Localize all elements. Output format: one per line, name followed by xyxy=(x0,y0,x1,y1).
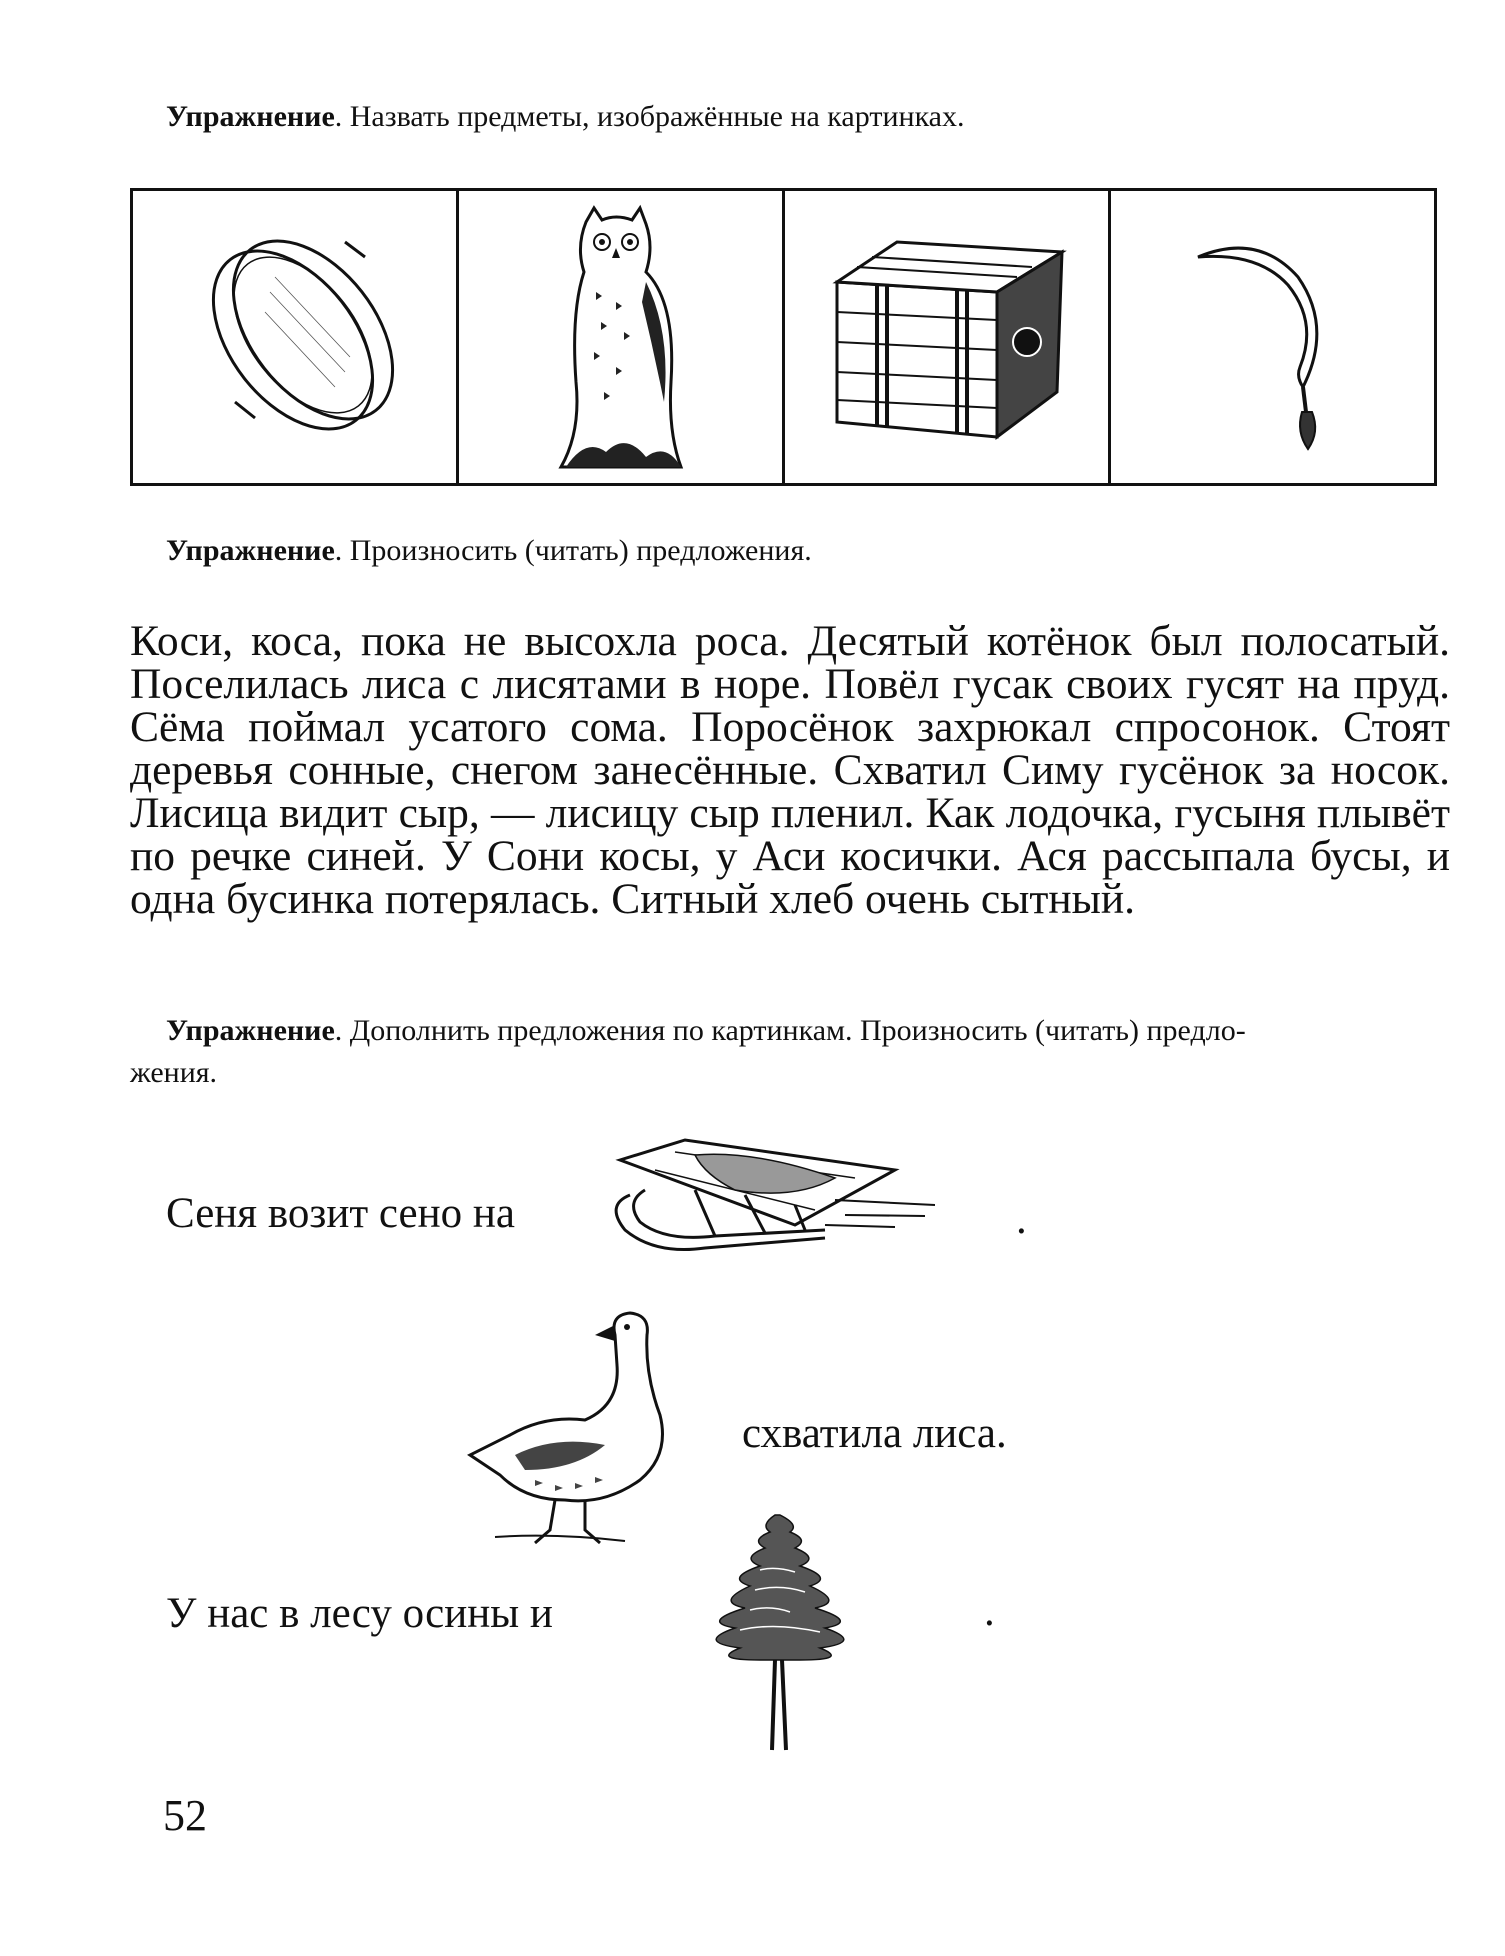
sickle-icon xyxy=(1178,217,1368,457)
sentence-1: Сеня возит сено на xyxy=(166,1190,515,1237)
sentence-3: У нас в лесу осины и xyxy=(166,1590,553,1637)
exercise-3-instruction xyxy=(130,1010,1456,1094)
owl-icon xyxy=(546,202,696,472)
exercise-text: . Дополнить предложения по картинкам. Произносить (читать) предло- xyxy=(334,1014,1246,1047)
sentence-3-end: . xyxy=(984,1588,995,1635)
fir-tree-icon xyxy=(680,1510,875,1755)
exercise-text-continuation: жения. xyxy=(130,1056,218,1089)
reading-text: Коси, коса, пока не высохла роса. Десятый котёнок был полосатый. Поселилась лиса с лисятами в норе. Повёл гусак своих гусят на пруд. Сёма поймал усатого сома. Поросёнок захрюкал спросонок. Стоят деревья сонные, снегом занесённые. Схватил Симу гусёнок за носок. Лисица видит сыр, — лисицу сыр пленил. Как лодочка, гусыня плывёт по речке синей. У Сони косы, у Аси косички. Ася рассыпала бусы, и одна бусинка потерялась. Ситный хлеб очень сытный. xyxy=(130,617,1450,923)
sieve-icon xyxy=(175,222,415,452)
goose-icon xyxy=(455,1305,690,1550)
exercise-1-instruction xyxy=(166,96,965,138)
page-number: 52 xyxy=(163,1791,207,1840)
exercise-text: . Назвать предметы, изображённые на картинках. xyxy=(334,100,965,133)
picture-cell-sickle xyxy=(1111,191,1434,483)
sled-icon xyxy=(595,1130,935,1260)
exercise-text: . Произносить (читать) предложения. xyxy=(334,534,812,567)
crate-icon xyxy=(817,222,1077,452)
exercise-label: Упражнение xyxy=(166,100,335,133)
picture-table xyxy=(130,188,1437,486)
sentence-2: схватила лиса. xyxy=(742,1410,1007,1457)
sentence-1-end: . xyxy=(1016,1196,1027,1243)
exercise-2-instruction xyxy=(166,530,812,572)
picture-cell-owl xyxy=(459,191,785,483)
exercise-label: Упражнение xyxy=(166,534,335,567)
picture-cell-sieve xyxy=(133,191,459,483)
exercise-label: Упражнение xyxy=(166,1014,335,1047)
picture-cell-crate xyxy=(785,191,1111,483)
